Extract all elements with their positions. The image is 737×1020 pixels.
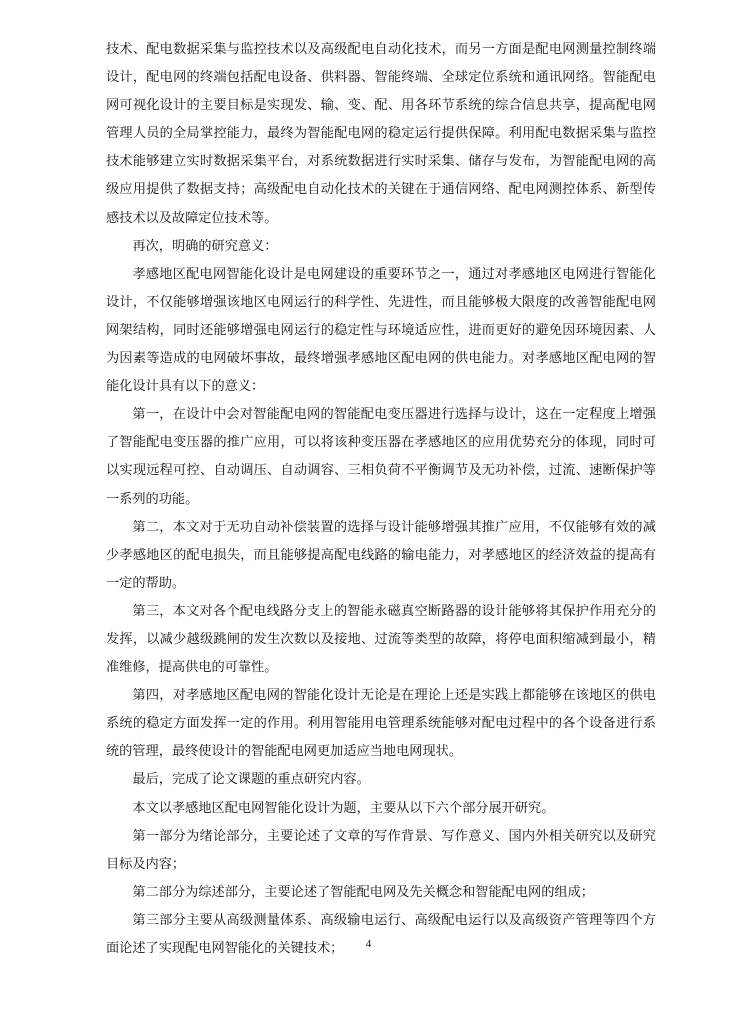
paragraph-10: 第二部分为综述部分，主要论述了智能配电网及先关概念和智能配电网的组成；: [132, 884, 594, 900]
body-text: [106, 36, 656, 963]
paragraph-8: 本文以孝感地区配电网智能化设计为题，主要从以下六个部分展开研究。: [132, 800, 555, 816]
paragraph-6: 第四，对孝感地区配电网的智能化设计无论是在理论上还是实践上都能够在该地区的供电系统的稳定方面发挥一定的作用。利用智能用电管理系统能够对配电过程中的各个设备进行系统的管理，最终使设计的智能配电网更加适应当地电网现状。: [106, 688, 656, 760]
paragraph-11: 第三部分主要从高级测量体系、高级输电运行、高级配电运行以及高级资产管理等四个方面论述了实现配电网智能化的关键技术；: [106, 912, 656, 956]
paragraph-9: 第一部分为绪论部分，主要论述了文章的写作背景、写作意义、国内外相关研究以及研究目标及内容；: [106, 828, 656, 872]
paragraph-7: 最后，完成了论文课题的重点研究内容。: [132, 772, 370, 788]
paragraph-4: 第二，本文对于无功自动补偿装置的选择与设计能够增强其推广应用，不仅能够有效的减少孝感地区的配电损失，而且能够提高配电线路的输电能力，对孝感地区的经济效益的提高有一定的帮助。: [106, 519, 656, 591]
paragraph-5: 第三，本文对各个配电线路分支上的智能永磁真空断路器的设计能够将其保护作用充分的发挥，以减少越级跳闸的发生次数以及接地、过流等类型的故障，将停电面积缩减到最小，精准维修，提高供电的可靠性。: [106, 603, 656, 676]
paragraph-1: 再次，明确的研究意义：: [132, 238, 278, 254]
page-number: 4: [365, 938, 372, 950]
paragraph-3: 第一，在设计中会对智能配电网的智能配电变压器进行选择与设计，这在一定程度上增强了智能配电变压器的推广应用，可以将该种变压器在孝感地区的应用优势充分的体现，同时可以实现远程可控、自动调压、自动调容、三相负荷不平衡调节及无功补偿，过流、速断保护等一系列的功能。: [106, 407, 656, 507]
paragraph-2: 孝感地区配电网智能化设计是电网建设的重要环节之一，通过对孝感地区电网进行智能化设计，不仅能够增强该地区电网运行的科学性、先进性，而且能够极大限度的改善智能配电网网架结构，同时还能够增强电网运行的稳定性与环境适应性，进而更好的避免因环境因素、人为因素等造成的电网破坏事故，最终增强孝感地区配电网的供电能力。对孝感地区配电网的智能化设计具有以下的意义：: [106, 266, 656, 395]
paragraph-0: 技术、配电数据采集与监控技术以及高级配电自动化技术，而另一方面是配电网测量控制终端设计，配电网的终端包括配电设备、供料器、智能终端、全球定位系统和通讯网络。智能配电网可视化设计的主要目标是实现发、输、变、配、用各环节系统的综合信息共享，提高配电网管理人员的全局掌控能力，最终为智能配电网的稳定运行提供保障。利用配电数据采集与监控技术能够建立实时数据采集平台，对系统数据进行实时采集、储存与发布，为智能配电网的高级应用提供了数据支持；高级配电自动化技术的关键在于通信网络、配电网测控体系、新型传感技术以及故障定位技术等。: [106, 42, 656, 226]
